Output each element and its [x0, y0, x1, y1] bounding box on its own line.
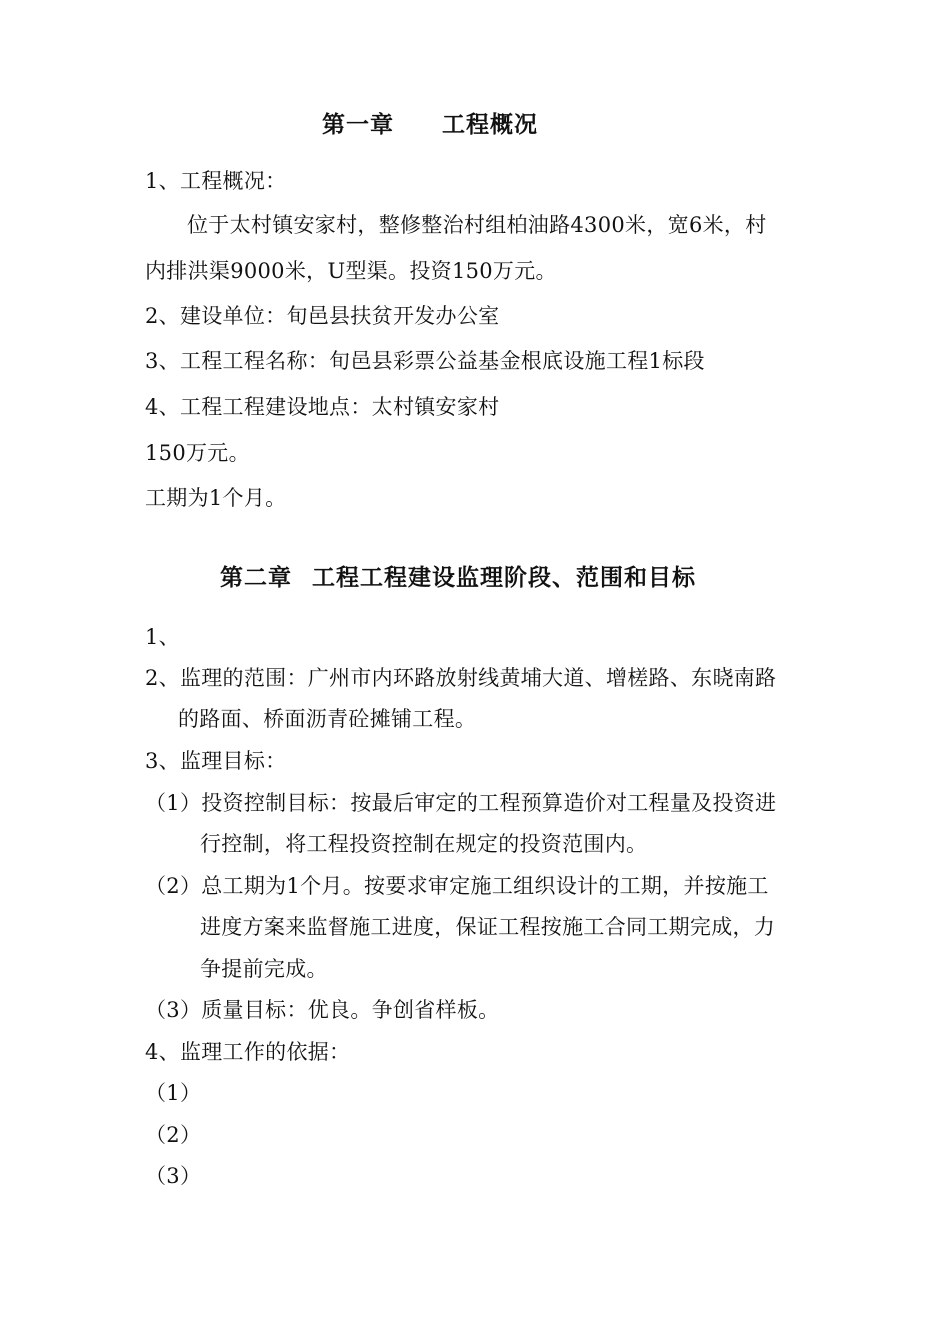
ch2-item-3: 3、监理目标：	[145, 749, 287, 773]
ch2-item-4: 4、监理工作的依据：	[145, 1040, 351, 1064]
ch2-goal-2-line-2: 进度方案来监督施工进度，保证工程按施工合同工期完成，力	[200, 915, 776, 939]
ch1-item-1-body-line-1: 位于太村镇安家村，整修整治村组柏油路4300米，宽6米，村	[187, 213, 767, 237]
ch1-item-3: 3、工程工程名称：旬邑县彩票公益基金根底设施工程1标段	[145, 349, 705, 373]
ch2-basis-2: （2）	[145, 1123, 202, 1147]
ch1-investment: 150万元。	[145, 441, 250, 465]
ch1-item-1-body-line-2: 内排洪渠9000米，U型渠。投资150万元。	[145, 259, 557, 283]
ch2-goal-3: （3）质量目标：优良。争创省样板。	[145, 998, 500, 1022]
chapter-1-title: 工程概况	[442, 111, 538, 138]
ch1-item-1: 1、工程概况：	[145, 169, 287, 193]
ch2-item-1: 1、	[145, 625, 180, 649]
chapter-2-title: 工程工程建设监理阶段、范围和目标	[312, 564, 696, 591]
ch2-item-2-line-1: 2、监理的范围：广州市内环路放射线黄埔大道、增槎路、东晓南路	[145, 666, 777, 690]
chapter-2-heading	[220, 563, 696, 593]
chapter-2-label: 第二章	[220, 564, 292, 591]
ch2-goal-1-line-1: （1）投资控制目标：按最后审定的工程预算造价对工程量及投资进	[145, 791, 777, 815]
ch2-goal-1-line-2: 行控制，将工程投资控制在规定的投资范围内。	[200, 832, 648, 856]
ch1-item-4: 4、工程工程建设地点：太村镇安家村	[145, 395, 500, 419]
chapter-1-label: 第一章	[322, 111, 394, 138]
ch2-goal-2-line-1: （2）总工期为1个月。按要求审定施工组织设计的工期，并按施工	[145, 874, 769, 898]
ch1-duration: 工期为1个月。	[145, 486, 287, 510]
chapter-1-heading	[322, 110, 538, 140]
ch2-goal-2-line-3: 争提前完成。	[200, 957, 328, 981]
ch2-basis-3: （3）	[145, 1164, 202, 1188]
ch2-basis-1: （1）	[145, 1081, 202, 1105]
ch1-item-2: 2、建设单位：旬邑县扶贫开发办公室	[145, 304, 500, 328]
ch2-item-2-line-2: 的路面、桥面沥青砼摊铺工程。	[178, 707, 477, 731]
